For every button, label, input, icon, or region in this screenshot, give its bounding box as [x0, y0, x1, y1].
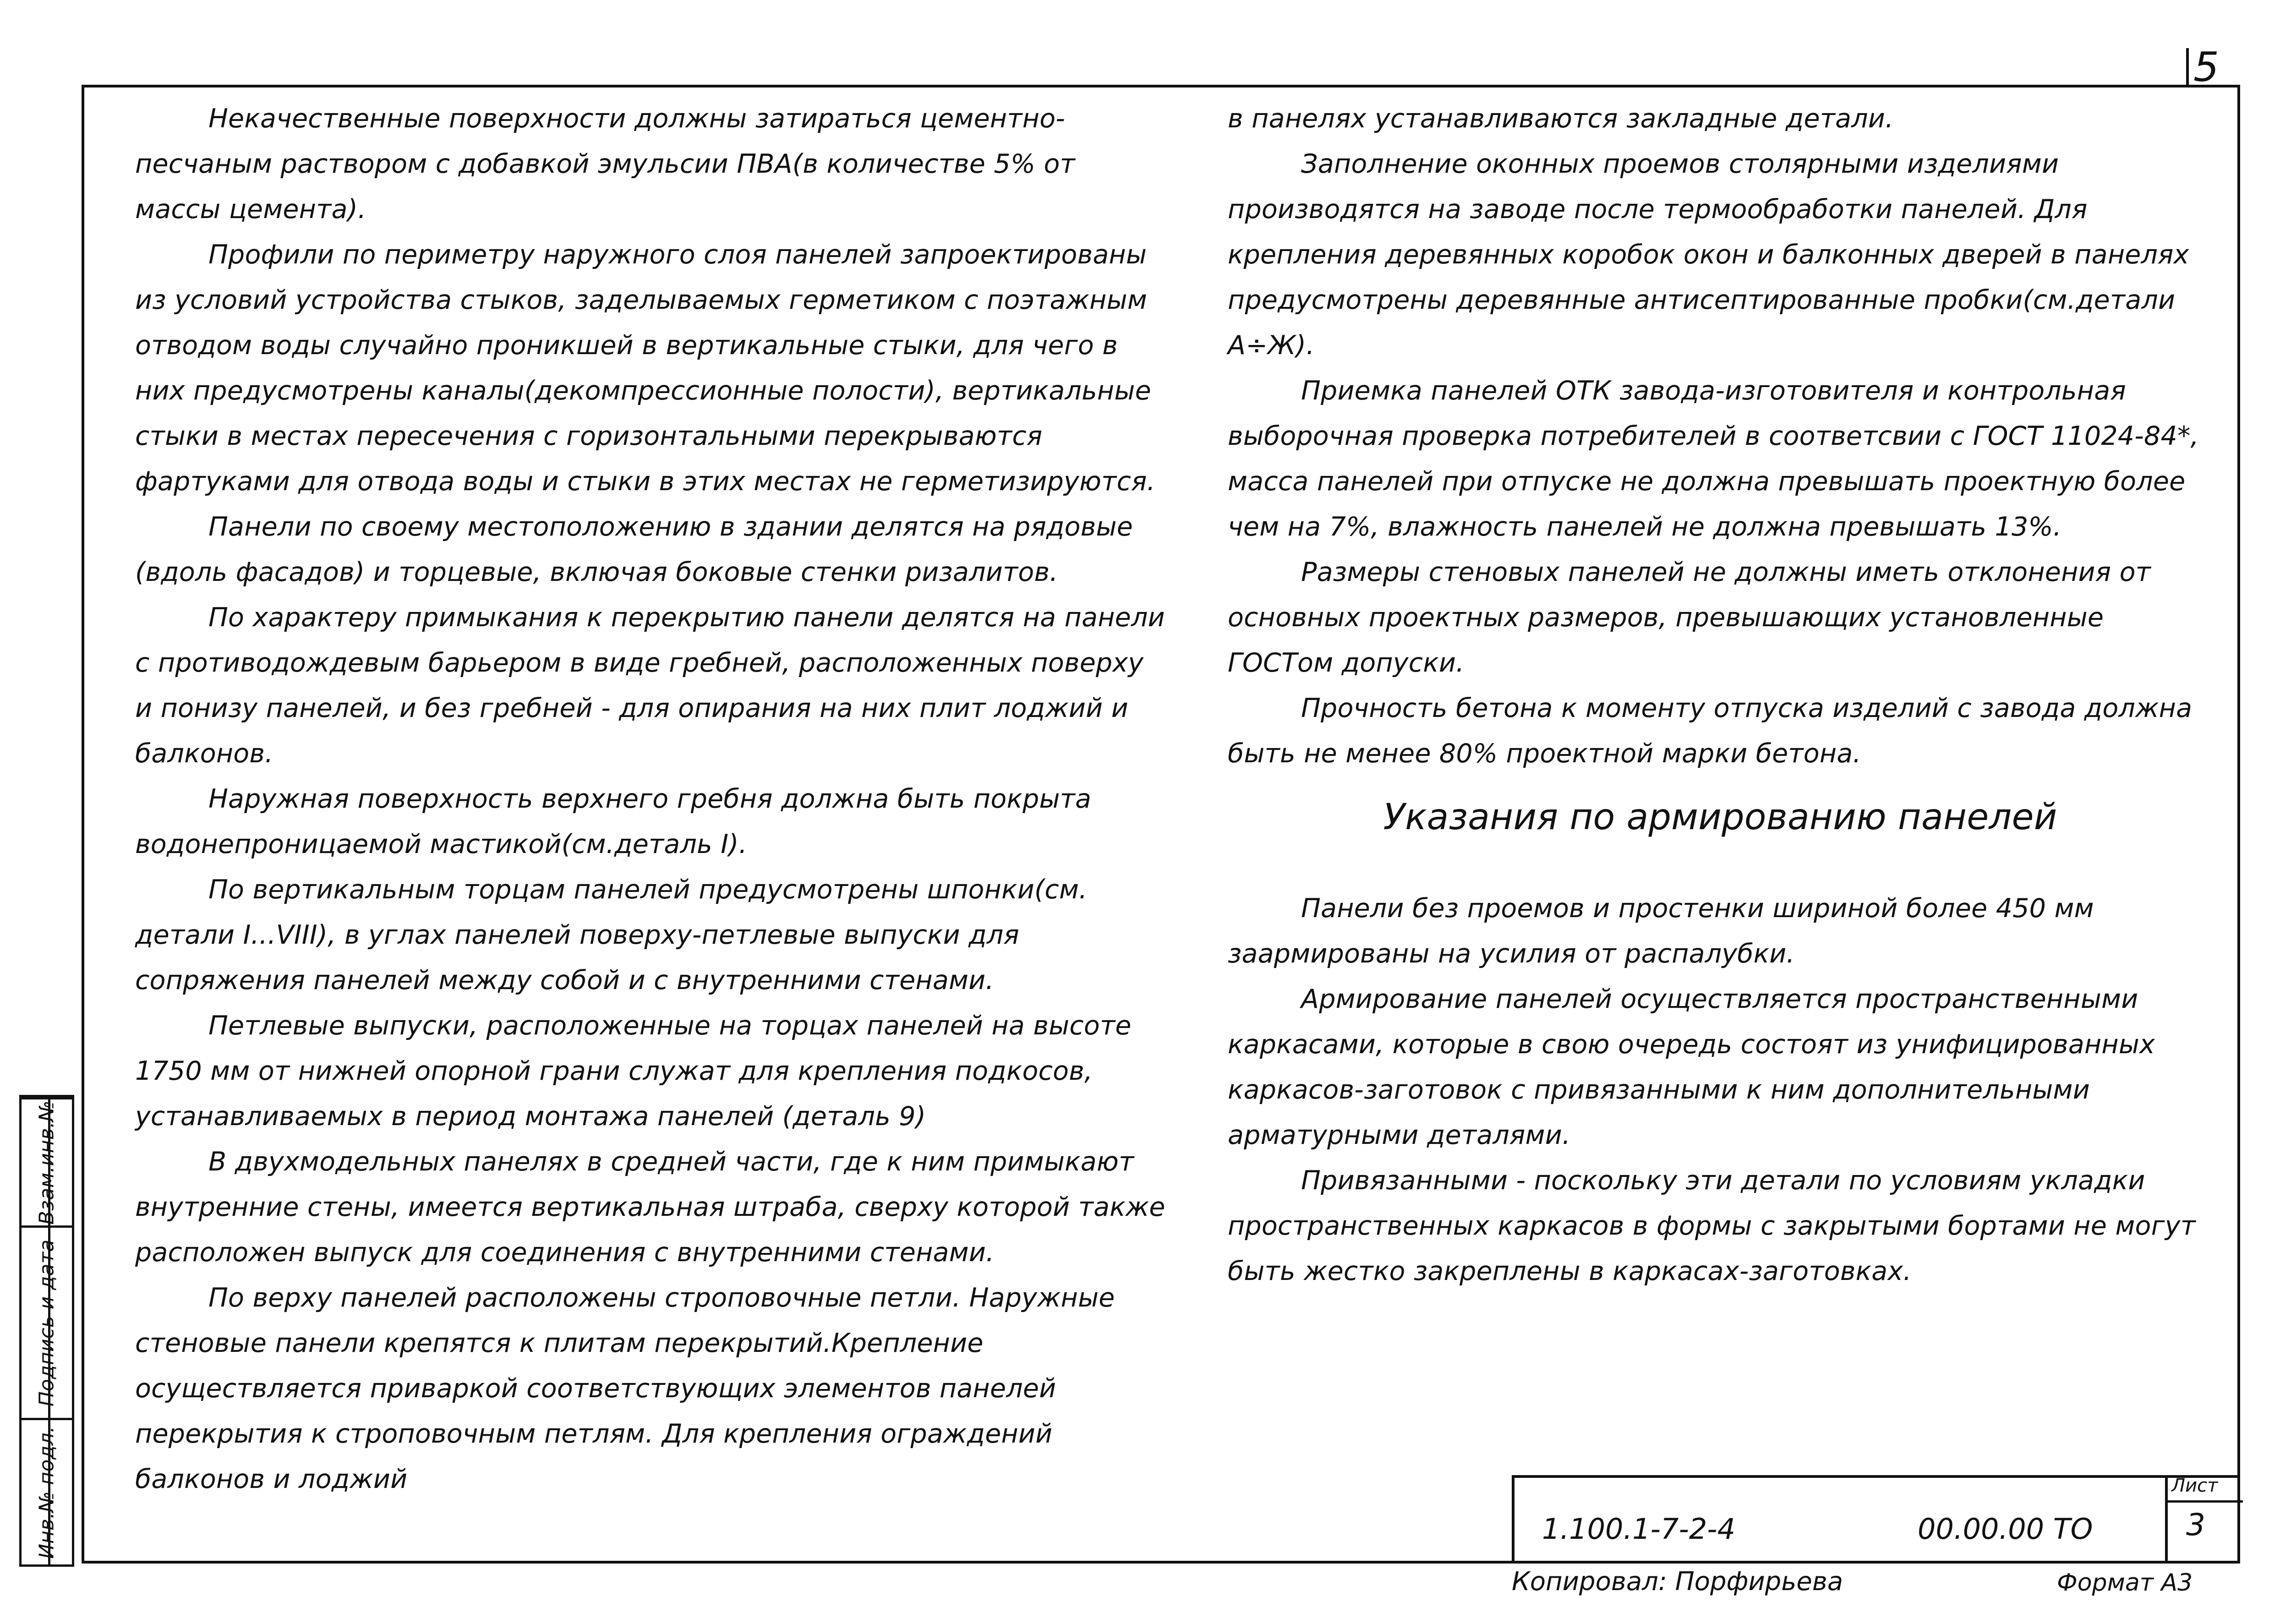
side-cell-substitute [22, 1097, 72, 1225]
paragraph: Некачественные поверхности должны затираться цементно-песчаным раствором с добавкой эмульсии ПВА(в количестве 5% от массы цемента). [135, 104, 1076, 224]
page-number-divider [2186, 48, 2189, 87]
sheet-box [2165, 1475, 2243, 1564]
right-text-column [1228, 96, 2213, 1294]
page-number: 5 [2193, 44, 2219, 91]
paper-format: Формат А3 [2057, 1569, 2193, 1597]
paragraph: В двухмодельных панелях в средней части, где к ним примыкают внутренние стены, имеется вертикальная штраба, сверху которой также расположен выпуск для соединения с внутренними стенами. [135, 1147, 1165, 1268]
paragraph: Панели по своему местоположению в здании делятся на рядовые (вдоль фасадов) и торцевые, включая боковые стенки ризалитов. [135, 512, 1133, 587]
document-number: 00.00.00 ТО [1918, 1512, 2093, 1546]
paragraph: Армирование панелей осуществляется пространственными каркасами, которые в свою очередь состоят из унифицированных каркасов-заготовок с привязанными к ним дополнительными арматурными деталями. [1228, 984, 2155, 1150]
sheet-label: Лист [2168, 1475, 2243, 1503]
paragraph: По характеру примыкания к перекрытию панели делятся на панели с противодождевым барьером в виде гребней, расположенных поверху и понизу панелей, и без гребней - для опирания на них плит лоджий и балконов. [135, 602, 1165, 769]
side-cell-inventory [22, 1418, 72, 1564]
side-stamp [19, 1095, 74, 1567]
sheet-number: 3 [2186, 1507, 2205, 1542]
paragraph: Размеры стеновых панелей не должны иметь отклонения от основных проектных размеров, превышающих установленные ГОСТом допуски. [1228, 557, 2151, 678]
paragraph: Приемка панелей ОТК завода-изготовителя и контрольная выборочная проверка потребителей в соответсвии с ГОСТ 11024-84*, масса панелей при отпуске не должна превышать проектную более чем на 7%, влажность панелей не должна превышать 13%. [1228, 376, 2199, 542]
paragraph: Профили по периметру наружного слоя панелей запроектированы из условий устройства стыков, заделываемых герметиком с поэтажным отводом воды случайно проникшей в вертикальные стыки, для чего в них предусмотрены каналы(декомпрессионные полости), вертикальные стыки в местах пересечения с горизонтальными перекрываются фартуками для отвода воды и стыки в этих местах не герметизируются. [135, 240, 1155, 497]
copied-by: Копировал: Порфирьева [1512, 1567, 1843, 1597]
paragraph: По вертикальным торцам панелей предусмотрены шпонки(см. детали I...VIII), в углах панелей поверху-петлевые выпуски для сопряжения панелей между собой и с внутренними стенами. [135, 875, 1088, 995]
paragraph: Петлевые выпуски, расположенные на торцах панелей на высоте 1750 мм от нижней опорной грани служат для крепления подкосов, устанавливаемых в период монтажа панелей (деталь 9) [135, 1011, 1132, 1132]
section-heading: Указания по армированию панелей [1383, 797, 2057, 838]
side-label: Взам.инв.№ [35, 1100, 59, 1225]
paragraph: Панели без проемов и простенки шириной более 450 мм заармированы на усилия от распалубки. [1228, 893, 2094, 969]
document-code: 1.100.1-7-2-4 [1542, 1512, 1736, 1546]
paragraph: По верху панелей расположены строповочные петли. Наружные стеновые панели крепятся к плитам перекрытий.Крепление осуществляется приваркой соответствующих элементов панелей перекрытия к строповочным петлям. Для крепления ограждений балконов и лоджий [135, 1283, 1115, 1494]
paragraph: Привязанными - поскольку эти детали по условиям укладки пространственных каркасов в формы с закрытыми бортами не могут быть жестко закреплены в каркасах-заготовках. [1228, 1165, 2196, 1286]
side-label: Инв.№ подл. [35, 1426, 59, 1559]
paragraph: Наружная поверхность верхнего гребня должна быть покрыта водонепроницаемой мастикой(см.деталь I). [135, 784, 1092, 859]
side-cell-signature [22, 1225, 72, 1418]
paragraph: Прочность бетона к моменту отпуска изделий с завода должна быть не менее 80% проектной марки бетона. [1228, 693, 2193, 769]
side-label: Подпись и дата [35, 1239, 59, 1406]
paragraph: в панелях устанавливаются закладные детали. [1228, 104, 1894, 134]
paragraph: Заполнение оконных проемов столярными изделиями производятся на заводе после термообработки панелей. Для крепления деревянных коробок окон и балконных дверей в панелях предусмотрены деревянные антисептированные пробки(см.детали А÷Ж). [1228, 149, 2189, 361]
left-text-column [135, 96, 1166, 1502]
title-block [1512, 1475, 2240, 1564]
